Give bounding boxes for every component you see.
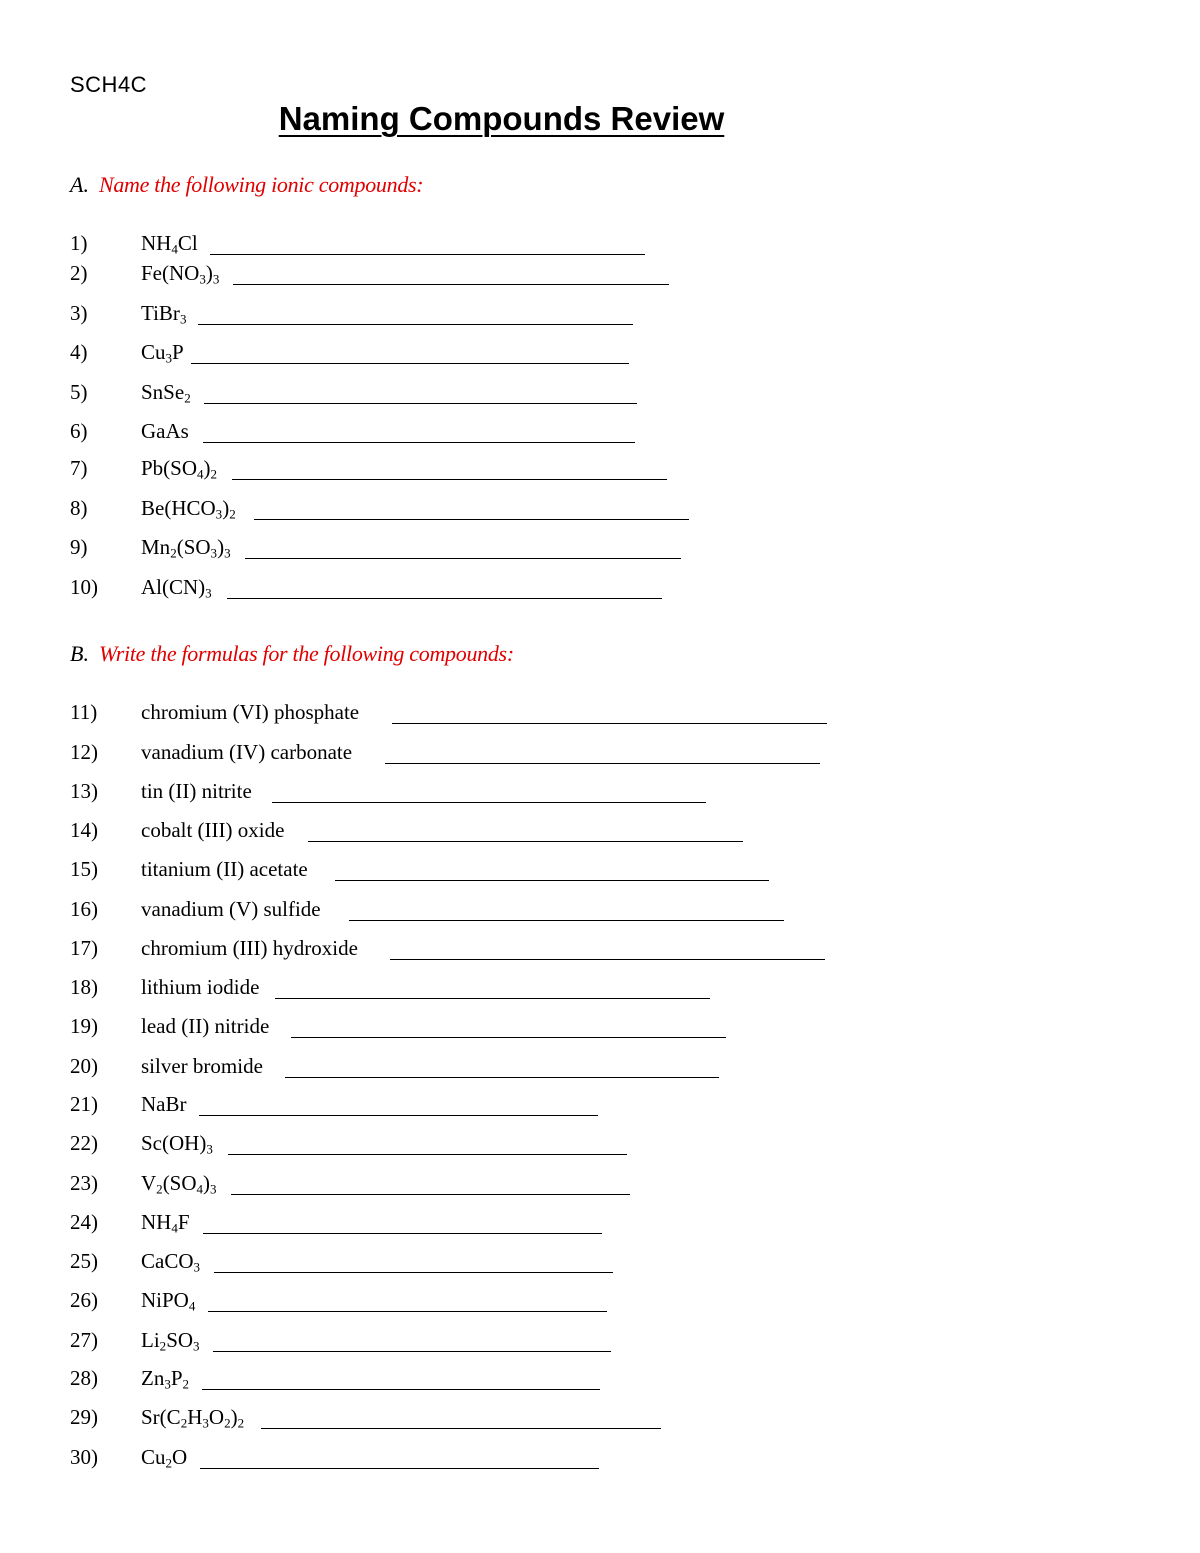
question-term: $Li_2SO_3$ <box>141 1328 200 1354</box>
question-number: 17) <box>70 936 98 960</box>
question-number: 30) <box>70 1445 98 1469</box>
answer-blank-line[interactable] <box>198 324 633 325</box>
question-number: 9) <box>70 535 88 559</box>
section-b-instruction: Write the formulas for the following compounds: <box>98 641 514 666</box>
answer-blank-line[interactable] <box>203 1233 602 1234</box>
answer-blank-line[interactable] <box>214 1272 613 1273</box>
question-number: 26) <box>70 1288 98 1312</box>
answer-blank-line[interactable] <box>335 880 769 881</box>
question-term: NiPO$_4$ <box>141 1288 196 1314</box>
question-number: 28) <box>70 1366 98 1390</box>
question-term: lithium iodide <box>141 975 260 999</box>
question-term: silver bromide <box>141 1054 263 1078</box>
question-term: chromium (VI) phosphate <box>141 700 360 724</box>
answer-blank-line[interactable] <box>285 1077 719 1078</box>
question-term: CaCO$_3$ <box>141 1249 201 1275</box>
question-term: $Zn_3P_2$ <box>141 1366 190 1392</box>
question-term: $NH_4Cl$ <box>141 231 198 257</box>
question-number: 22) <box>70 1131 98 1155</box>
answer-blank-line[interactable] <box>210 254 645 255</box>
question-term: lead (II) nitride <box>141 1014 270 1038</box>
question-term: vanadium (IV) carbonate <box>141 740 353 764</box>
question-number: 21) <box>70 1092 98 1116</box>
answer-blank-line[interactable] <box>308 841 743 842</box>
question-number: 10) <box>70 575 98 599</box>
question-number: 27) <box>70 1328 98 1352</box>
question-number: 12) <box>70 740 98 764</box>
answer-blank-line[interactable] <box>272 802 706 803</box>
question-number: 19) <box>70 1014 98 1038</box>
question-term: $Al(CN)_3$ <box>141 575 212 601</box>
section-a-heading <box>70 172 423 198</box>
answer-blank-line[interactable] <box>392 723 827 724</box>
question-term: tin (II) nitrite <box>141 779 252 803</box>
answer-blank-line[interactable] <box>254 519 689 520</box>
answer-blank-line[interactable] <box>291 1037 726 1038</box>
answer-blank-line[interactable] <box>191 363 629 364</box>
question-number: 7) <box>70 456 88 480</box>
answer-blank-line[interactable] <box>203 442 635 443</box>
question-number: 14) <box>70 818 98 842</box>
answer-blank-line[interactable] <box>233 284 669 285</box>
answer-blank-line[interactable] <box>231 1194 630 1195</box>
section-a-letter: A. <box>70 172 89 197</box>
question-term: $Cu_3P$ <box>141 340 184 366</box>
answer-blank-line[interactable] <box>349 920 784 921</box>
question-number: 20) <box>70 1054 98 1078</box>
answer-blank-line[interactable] <box>202 1389 600 1390</box>
answer-blank-line[interactable] <box>385 763 820 764</box>
question-number: 5) <box>70 380 88 404</box>
question-number: 8) <box>70 496 88 520</box>
answer-blank-line[interactable] <box>261 1428 661 1429</box>
question-number: 24) <box>70 1210 98 1234</box>
question-number: 13) <box>70 779 98 803</box>
question-number: 15) <box>70 857 98 881</box>
question-term: $V_2(SO_4)_3$ <box>141 1171 217 1197</box>
course-code: SCH4C <box>70 72 148 97</box>
answer-blank-line[interactable] <box>227 598 662 599</box>
question-term: cobalt (III) oxide <box>141 818 285 842</box>
answer-blank-line[interactable] <box>199 1115 598 1116</box>
section-b-letter: B. <box>70 641 89 666</box>
answer-blank-line[interactable] <box>245 558 681 559</box>
section-b-heading <box>70 641 514 667</box>
question-term: $Mn_2(SO_3)_3$ <box>141 535 231 561</box>
question-term: chromium (III) hydroxide <box>141 936 358 960</box>
answer-blank-line[interactable] <box>390 959 825 960</box>
answer-blank-line[interactable] <box>275 998 710 999</box>
question-number: 2) <box>70 261 88 285</box>
worksheet-title: Naming Compounds Review <box>278 100 725 137</box>
question-number: 11) <box>70 700 98 724</box>
answer-blank-line[interactable] <box>232 479 667 480</box>
question-term: $Be(HCO_3)_2$ <box>141 496 236 522</box>
question-number: 1) <box>70 231 88 255</box>
question-term: $Cu_2O$ <box>141 1445 188 1471</box>
question-number: 23) <box>70 1171 98 1195</box>
question-number: 16) <box>70 897 98 921</box>
question-term: TiBr$_3$ <box>141 301 187 327</box>
answer-blank-line[interactable] <box>213 1351 611 1352</box>
question-term: $NH_4F$ <box>141 1210 190 1236</box>
question-term: $Fe(NO_3)_3$ <box>141 261 220 287</box>
question-number: 3) <box>70 301 88 325</box>
question-term: $Sr(C_2H_3O_2)_2$ <box>141 1405 245 1431</box>
question-term: titanium (II) acetate <box>141 857 308 881</box>
question-number: 6) <box>70 419 88 443</box>
question-number: 4) <box>70 340 88 364</box>
answer-blank-line[interactable] <box>204 403 637 404</box>
question-term: SnSe$_2$ <box>141 380 191 406</box>
question-number: 25) <box>70 1249 98 1273</box>
question-number: 29) <box>70 1405 98 1429</box>
question-number: 18) <box>70 975 98 999</box>
question-term: NaBr <box>141 1092 187 1116</box>
section-a-instruction: Name the following ionic compounds: <box>98 172 424 197</box>
question-term: vanadium (V) sulfide <box>141 897 321 921</box>
answer-blank-line[interactable] <box>228 1154 627 1155</box>
question-term: $Pb(SO_4)_2$ <box>141 456 218 482</box>
answer-blank-line[interactable] <box>208 1311 607 1312</box>
question-term: $Sc(OH)_3$ <box>141 1131 213 1157</box>
question-term: GaAs <box>141 419 189 443</box>
answer-blank-line[interactable] <box>200 1468 599 1469</box>
